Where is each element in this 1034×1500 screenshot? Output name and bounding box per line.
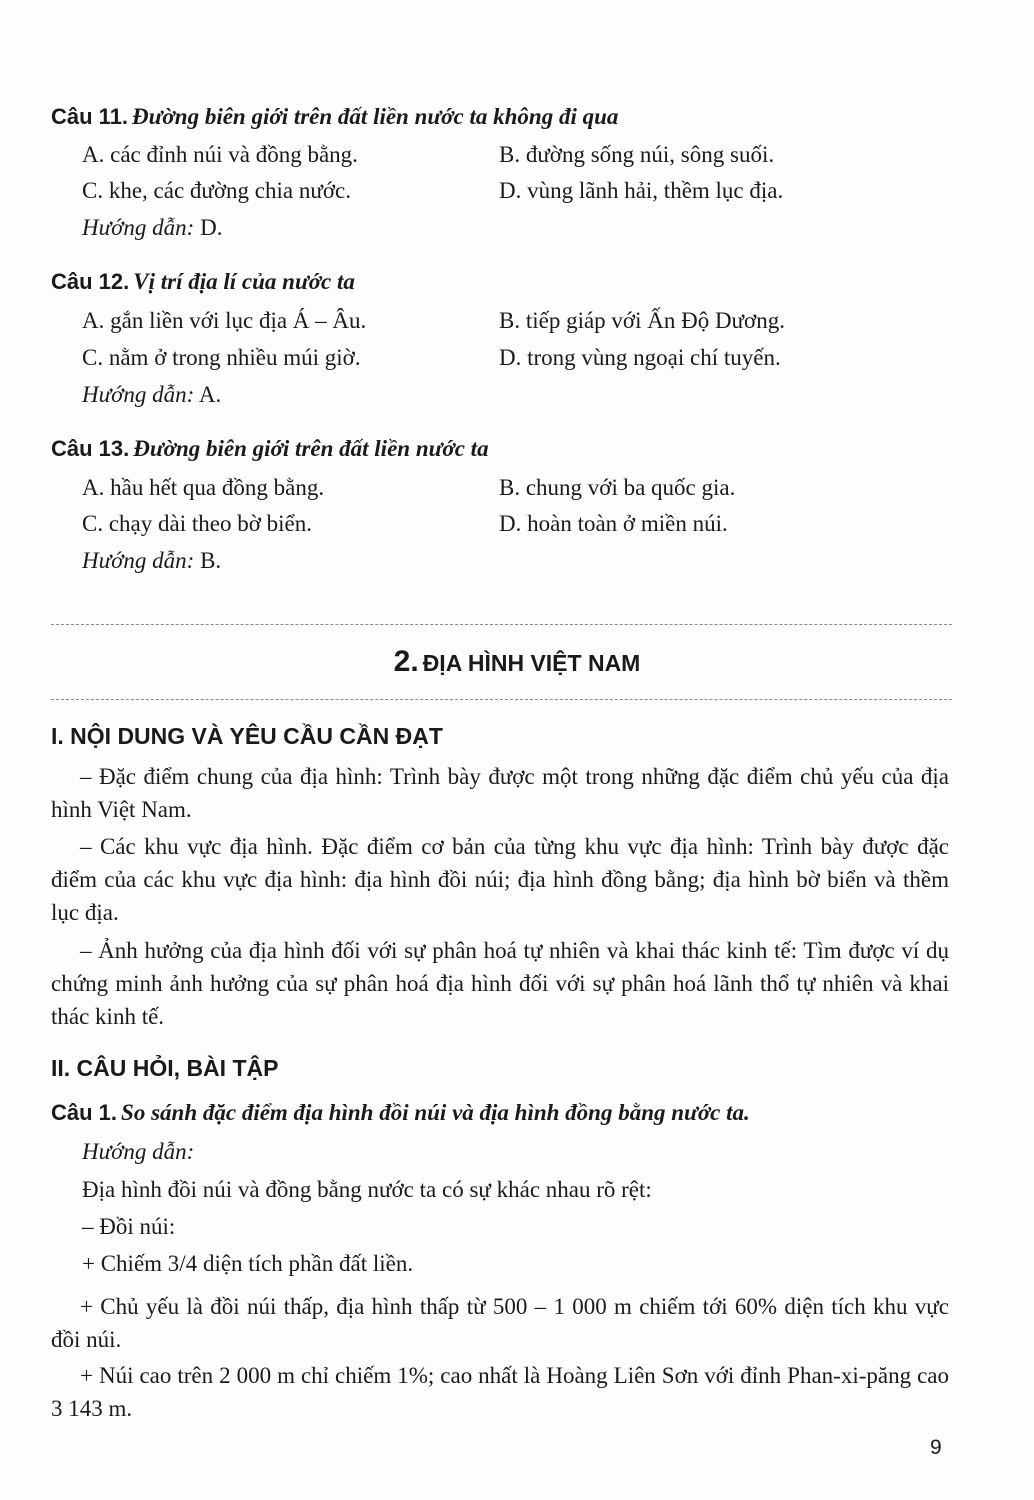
answer-guide: [82, 382, 221, 408]
option-a: A. gắn liền với lục địa Á – Âu.: [82, 308, 367, 333]
guide-label: Hướng dẫn:: [82, 548, 195, 573]
answer-paragraph: + Chủ yếu là đồi núi thấp, địa hình thấp từ 500 – 1 000 m chiếm tới 60% diện tích khu vực đồi núi.: [51, 1294, 949, 1352]
question-label: Câu 13.: [51, 436, 130, 461]
question-11-heading: [51, 104, 618, 130]
option-a: A. các đỉnh núi và đồng bằng.: [82, 142, 358, 167]
question-label: Câu 1.: [51, 1100, 118, 1125]
question-12-heading: [51, 269, 355, 295]
section-heading: II. CÂU HỎI, BÀI TẬP: [51, 1055, 279, 1081]
chapter-title: [0, 645, 1034, 679]
option-c: C. khe, các đường chia nước.: [82, 178, 351, 203]
paragraph: – Ảnh hưởng của địa hình đối với sự phân hoá tự nhiên và khai thác kinh tế: Tìm được ví dụ chứng minh ảnh hưởng của sự phân hoá địa hình đối với sự phân hoá lãnh thổ tự nhiên và khai thác kinh tế.: [51, 938, 949, 1029]
paragraph: – Đặc điểm chung của địa hình: Trình bày được một trong những đặc điểm chủ yếu của địa hình Việt Nam.: [51, 764, 949, 822]
chapter-number: 2.: [393, 645, 419, 678]
question-stem: Vị trí địa lí của nước ta: [133, 269, 355, 294]
answer-paragraph: + Núi cao trên 2 000 m chỉ chiếm 1%; cao nhất là Hoàng Liên Sơn với đỉnh Phan-xi-păng cao 3 143 m.: [51, 1363, 949, 1421]
option-b: B. chung với ba quốc gia.: [499, 475, 736, 500]
answer-line: Địa hình đồi núi và đồng bằng nước ta có sự khác nhau rõ rệt:: [82, 1177, 652, 1202]
answer-guide: [82, 1139, 194, 1165]
question-stem: Đường biên giới trên đất liền nước ta không đi qua: [132, 104, 619, 129]
option-d: D. hoàn toàn ở miền núi.: [499, 511, 728, 536]
guide-label: Hướng dẫn:: [82, 382, 195, 407]
answer-value: A.: [198, 382, 222, 407]
answer-value: B.: [200, 548, 222, 573]
option-d: D. vùng lãnh hải, thềm lục địa.: [499, 178, 784, 203]
answer-guide: [82, 215, 222, 241]
answer-line: + Chiếm 3/4 diện tích phần đất liền.: [82, 1251, 414, 1276]
question-stem: Đường biên giới trên đất liền nước ta: [133, 436, 489, 461]
page-number: 9: [930, 1436, 942, 1459]
option-d: D. trong vùng ngoại chí tuyến.: [499, 345, 781, 370]
guide-label: Hướng dẫn:: [82, 1139, 195, 1164]
option-b: B. tiếp giáp với Ấn Độ Dương.: [499, 308, 785, 333]
question-label: Câu 12.: [51, 269, 130, 294]
divider-bottom: [51, 699, 952, 700]
question-label: Câu 11.: [51, 104, 129, 129]
option-c: C. nằm ở trong nhiều múi giờ.: [82, 345, 361, 370]
question-1-heading: [51, 1100, 750, 1126]
section-heading: I. NỘI DUNG VÀ YÊU CẦU CẦN ĐẠT: [51, 723, 443, 749]
option-c: C. chạy dài theo bờ biển.: [82, 511, 312, 536]
divider-top: [51, 624, 952, 625]
answer-guide: [82, 548, 221, 574]
paragraph: – Các khu vực địa hình. Đặc điểm cơ bản của từng khu vực địa hình: Trình bày được đặc điểm của các khu vực địa hình: địa hình đồi núi; địa hình đồng bằng; địa hình bờ biển và thềm lục địa.: [51, 834, 949, 925]
question-13-heading: [51, 436, 489, 462]
option-b: B. đường sống núi, sông suối.: [499, 142, 775, 167]
answer-line: – Đồi núi:: [82, 1214, 176, 1239]
option-a: A. hầu hết qua đồng bằng.: [82, 475, 325, 500]
guide-label: Hướng dẫn:: [82, 215, 195, 240]
chapter-title-text: ĐỊA HÌNH VIỆT NAM: [422, 650, 641, 676]
question-stem: So sánh đặc điểm địa hình đồi núi và địa hình đồng bằng nước ta.: [121, 1100, 750, 1125]
answer-value: D.: [200, 215, 223, 240]
